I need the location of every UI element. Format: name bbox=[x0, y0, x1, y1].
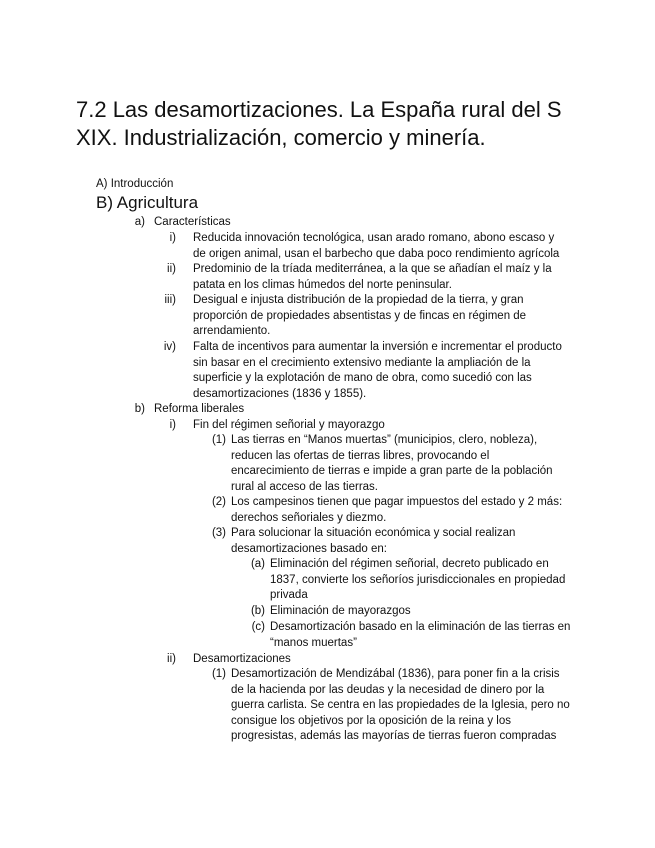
list-item-text bbox=[231, 526, 581, 557]
text-line: 1837, convierte los señoríos jurisdiccionales en propiedad bbox=[270, 573, 566, 586]
text-line: Falta de incentivos para aumentar la inversión e incrementar el producto bbox=[193, 341, 562, 353]
list-item-text bbox=[154, 402, 454, 418]
list-marker: (2) bbox=[211, 496, 226, 508]
list-item-text bbox=[270, 620, 590, 651]
list-marker: i) bbox=[169, 232, 176, 244]
list-marker: (b) bbox=[250, 605, 265, 617]
text-line: progresistas, además las mayorías de tierras fueron compradas bbox=[231, 730, 557, 742]
text-line: desamortizaciones basado en: bbox=[231, 542, 387, 555]
text-line: de la hacienda por las deudas y la necesidad de dinero por la bbox=[231, 683, 545, 696]
list-item-text bbox=[193, 340, 573, 402]
list-marker: (3) bbox=[211, 527, 226, 539]
text-line: arrendamiento. bbox=[193, 325, 271, 337]
text-line: Para solucionar la situación económica y social realizan bbox=[231, 527, 516, 539]
list-item-label: Desamortizaciones bbox=[193, 653, 291, 665]
text-line: “manos muertas” bbox=[270, 636, 357, 649]
list-marker: b) bbox=[134, 403, 145, 415]
list-item-text bbox=[231, 495, 581, 526]
list-item-text bbox=[270, 604, 590, 620]
list-item-text bbox=[193, 231, 573, 262]
text-line: Eliminación de mayorazgos bbox=[270, 605, 411, 617]
list-item-text bbox=[193, 652, 573, 668]
list-item-text bbox=[193, 262, 573, 293]
list-item-text bbox=[193, 418, 573, 434]
text-line: proporción de propiedades absentistas y de fincas en régimen de bbox=[193, 309, 527, 322]
text-line: Desamortización basado en la eliminación de las tierras en bbox=[270, 621, 571, 633]
list-marker: ii) bbox=[167, 653, 176, 665]
text-line: Las tierras en “Manos muertas” (municipios, clero, nobleza), bbox=[231, 434, 538, 446]
text-line: privada bbox=[270, 589, 308, 601]
list-marker: (a) bbox=[250, 558, 265, 570]
list-marker: iv) bbox=[163, 341, 176, 353]
list-item-label: Fin del régimen señorial y mayorazgo bbox=[193, 419, 385, 431]
list-item-label: Reforma liberales bbox=[154, 403, 245, 415]
text-line: encarecimiento de tierras e impide a gran parte de la población bbox=[231, 465, 553, 477]
text-line: Eliminación del régimen señorial, decreto publicado en bbox=[270, 558, 549, 570]
text-line: patata en los climas húmedos del norte peninsular. bbox=[193, 278, 452, 291]
text-line: Desigual e injusta distribución de la propiedad de la tierra, y gran bbox=[193, 294, 524, 306]
list-item-text bbox=[231, 667, 581, 745]
list-marker: ii) bbox=[167, 263, 176, 275]
text-line: Predominio de la tríada mediterránea, a la que se añadían el maíz y la bbox=[193, 263, 552, 275]
text-line: Reducida innovación tecnológica, usan arado romano, abono escaso y bbox=[193, 232, 555, 244]
text-line: derechos señoriales y diezmo. bbox=[231, 511, 387, 524]
text-line: Los campesinos tienen que pagar impuestos del estado y 2 más: bbox=[231, 496, 563, 508]
text-line: consigue los objetivos por la oposición de la reina y los bbox=[231, 714, 511, 727]
section-b-heading: B) Agricultura bbox=[96, 193, 199, 212]
list-marker: (1) bbox=[211, 434, 226, 446]
text-line: guerra carlista. Se centra en las propiedades de la Iglesia, pero no bbox=[231, 699, 570, 711]
list-item-text bbox=[193, 293, 573, 340]
text-line: sin basar en el crecimiento extensivo mediante la ampliación de la bbox=[193, 356, 531, 369]
list-marker: (c) bbox=[251, 621, 265, 633]
list-marker: iii) bbox=[164, 294, 176, 306]
page-title: 7.2 Las desamortizaciones. La España rural del S XIX. Industrialización, comercio y minería. bbox=[76, 97, 562, 150]
text-line: rural al acceso de las tierras. bbox=[231, 480, 379, 493]
list-item-text bbox=[231, 433, 581, 495]
text-line: reducen las ofertas de tierras libres, provocando el bbox=[231, 449, 490, 462]
list-item-text bbox=[154, 215, 454, 231]
text-line: Desamortización de Mendizábal (1836), para poner fin a la crisis bbox=[231, 668, 560, 680]
list-marker: a) bbox=[134, 216, 145, 228]
list-item-text bbox=[270, 557, 590, 604]
text-line: desamortizaciones (1836 y 1855). bbox=[193, 387, 367, 400]
text-line: de origen animal, usan el barbecho que daba poco rendimiento agrícola bbox=[193, 247, 560, 260]
list-marker: i) bbox=[169, 419, 176, 431]
section-a-heading: A) Introducción bbox=[96, 178, 174, 190]
text-line: superficie y la explotación de mano de obra, como sucedió con las bbox=[193, 372, 532, 384]
list-item-label: Características bbox=[154, 216, 231, 228]
list-marker: (1) bbox=[211, 668, 226, 680]
